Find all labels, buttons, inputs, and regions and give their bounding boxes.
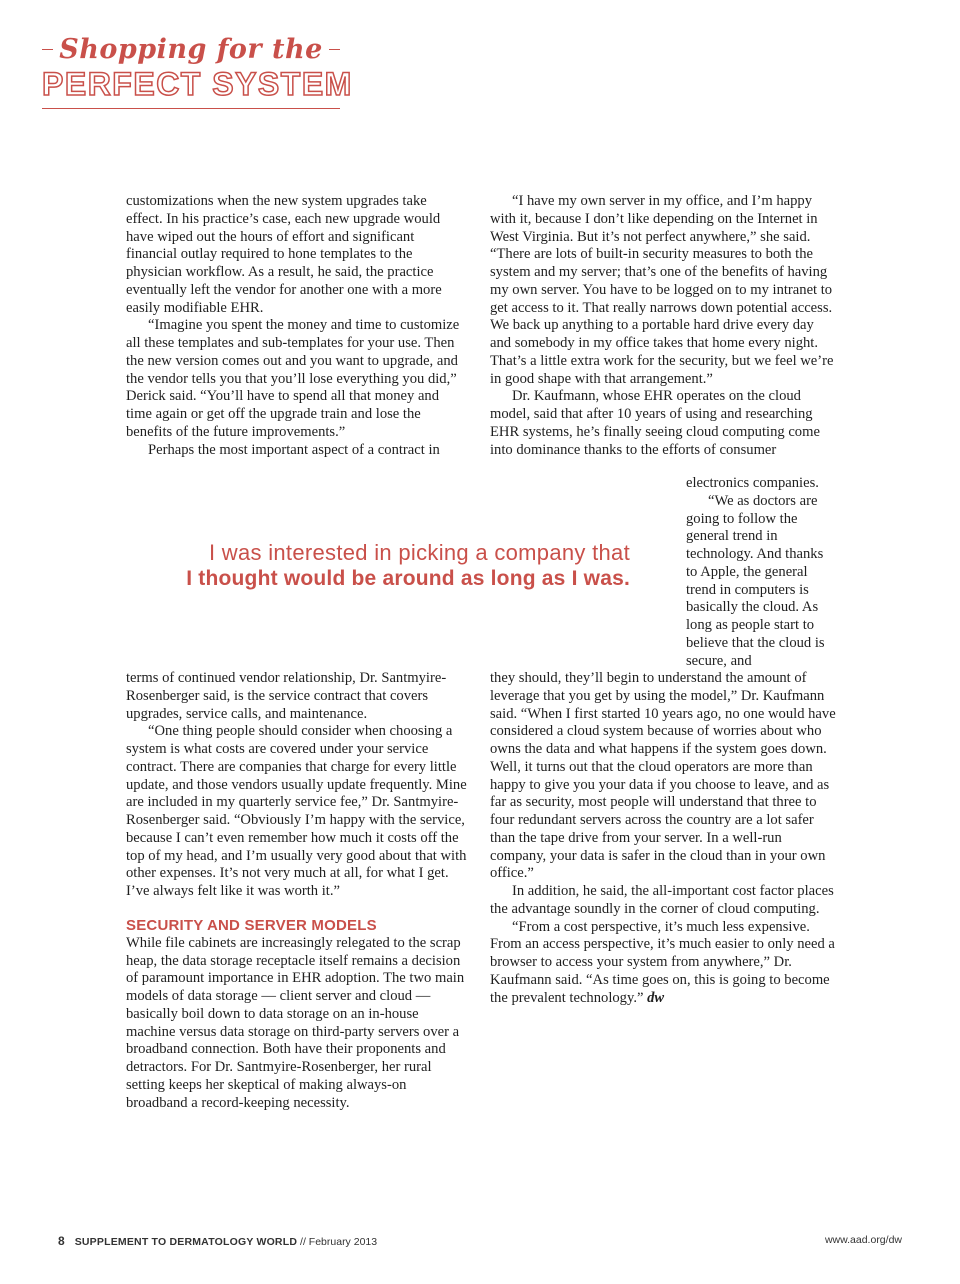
publication-name: SUPPLEMENT TO DERMATOLOGY WORLD xyxy=(74,1236,298,1248)
paragraph: “Imagine you spent the money and time to customize all these templates and sub-templates for your use. Then the new version comes out and you want to upgrade, and the vendor tells you that you’ll lose everything you did,” Derick said. “You’ll have to spend all that money and time again or get off the upgrade train and lose the benefits of the future improvements.” xyxy=(126,317,460,440)
column-left-bottom xyxy=(126,670,468,1112)
paragraph-text: “From a cost perspective, it’s much less expensive. From an access perspective, it’s much easier to only need a browser to access your system from anywhere,” Dr. Kaufmann said. “As time goes on, this is going to become the prevalent technology.” xyxy=(490,918,835,1006)
pull-quote xyxy=(150,540,630,592)
issue-date: February 2013 xyxy=(308,1236,378,1248)
paragraph: terms of continued vendor relationship, Dr. Santmyire-Rosenberger said, is the service contract that covers upgrades, service calls, and maintenance. xyxy=(126,670,447,722)
section-heading: SECURITY AND SERVER MODELS xyxy=(126,916,377,934)
end-signature: dw xyxy=(647,989,665,1006)
paragraph: “I have my own server in my office, and I’m happy with it, because I don’t like depending on the Internet in West Virginia. But it’s not perfect anywhere,” she said. “There are lots of built-in security measures to both the system and my server; that’s one of the benefits of having my own server. You have to be logged on to my intranet to get access to it. That really narrows down potential access. We back up anything to a portable hard drive every day and somebody in my office takes that home every night. That’s a little extra work for the security, but we feel we’re in good shape with that arrangement.” xyxy=(490,193,834,387)
paragraph: Perhaps the most important aspect of a contract in xyxy=(148,441,440,458)
paragraph: In addition, he said, the all-important cost factor places the advantage soundly in the corner of cloud computing. xyxy=(490,883,834,917)
column-left-top xyxy=(126,193,464,459)
page-number: 8 xyxy=(58,1234,65,1248)
masthead-rule-left xyxy=(42,49,53,50)
masthead-kicker-row xyxy=(42,30,340,68)
paragraph: customizations when the new system upgrades take effect. In his practice’s case, each new upgrade would have wiped out the hours of effort and significant financial outlay required to hone templates to the physician workflow. As a result, he said, the practice eventually left the vendor for another one with a more easily modifiable EHR. xyxy=(126,193,442,316)
masthead-rule-right xyxy=(329,49,340,50)
paragraph: Dr. Kaufmann, whose EHR operates on the cloud model, said that after 10 years of using and researching EHR systems, he’s finally seeing cloud computing come into dominance thanks to the efforts of consumer xyxy=(490,388,820,458)
masthead-title: PERFECT SYSTEM xyxy=(42,66,353,102)
footer-url[interactable]: www.aad.org/dw xyxy=(824,1234,902,1246)
column-right-bottom xyxy=(490,670,836,1007)
paragraph-final xyxy=(490,919,836,1008)
paragraph-continuation: electronics companies. xyxy=(686,475,819,491)
footer-separator: // xyxy=(297,1236,309,1248)
masthead xyxy=(42,30,353,109)
pull-quote-line-1: I was interested in picking a company that xyxy=(208,540,630,565)
paragraph: they should, they’ll begin to understand the amount of leverage that you get by using the model,” Dr. Kaufmann said. “When I first started 10 years ago, no one would have considered a cloud system because of worries about who owns the data and what happens if the system goes down. Well, it turns out that the cloud operators are more than happy to give you your data if you choose to leave, and as far as security, most people will understand that three to four redundant servers across the country are a lot safer than the tape drive from your server. In a well-run company, your data is safer in the cloud than in your own office.” xyxy=(490,670,836,882)
masthead-underline xyxy=(42,108,340,109)
paragraph: “One thing people should consider when choosing a system is what costs are covered under your service contract. There are companies that charge for every little update, and those vendors usually update frequently. Mine are included in my quarterly service fee,” Dr. Santmyire-Rosenberger said. “Obviously I’m happy with the service, because I can’t even remember how much it costs off the top of my head, and I’m usually very good about that with other expenses. It’s not very much at all, for what I get. I’ve always felt like it was worth it.” xyxy=(126,723,467,899)
column-right-narrow xyxy=(686,475,836,670)
column-right-top xyxy=(490,193,836,459)
pull-quote-line-2: I thought would be around as long as I was. xyxy=(186,567,630,590)
paragraph: “We as doctors are going to follow the general trend in technology. And thanks to Apple, the general trend in computers is basically the cloud. As long as people start to believe that the cloud is secure, and xyxy=(686,492,825,669)
footer-left xyxy=(58,1234,377,1248)
masthead-kicker: Shopping for the xyxy=(59,33,323,65)
paragraph: While file cabinets are increasingly relegated to the scrap heap, the data storage receptacle itself remains a decision of paramount importance in EHR adoption. The two main models of data storage — client server and cloud — basically boil down to data storage on an in-house machine versus data storage on third-party servers over a broadband connection. Both have their proponents and detractors. For Dr. Santmyire-Rosenberger, her rural setting keeps her skeptical of making always-on broadband a record-keeping necessity. xyxy=(126,934,465,1111)
